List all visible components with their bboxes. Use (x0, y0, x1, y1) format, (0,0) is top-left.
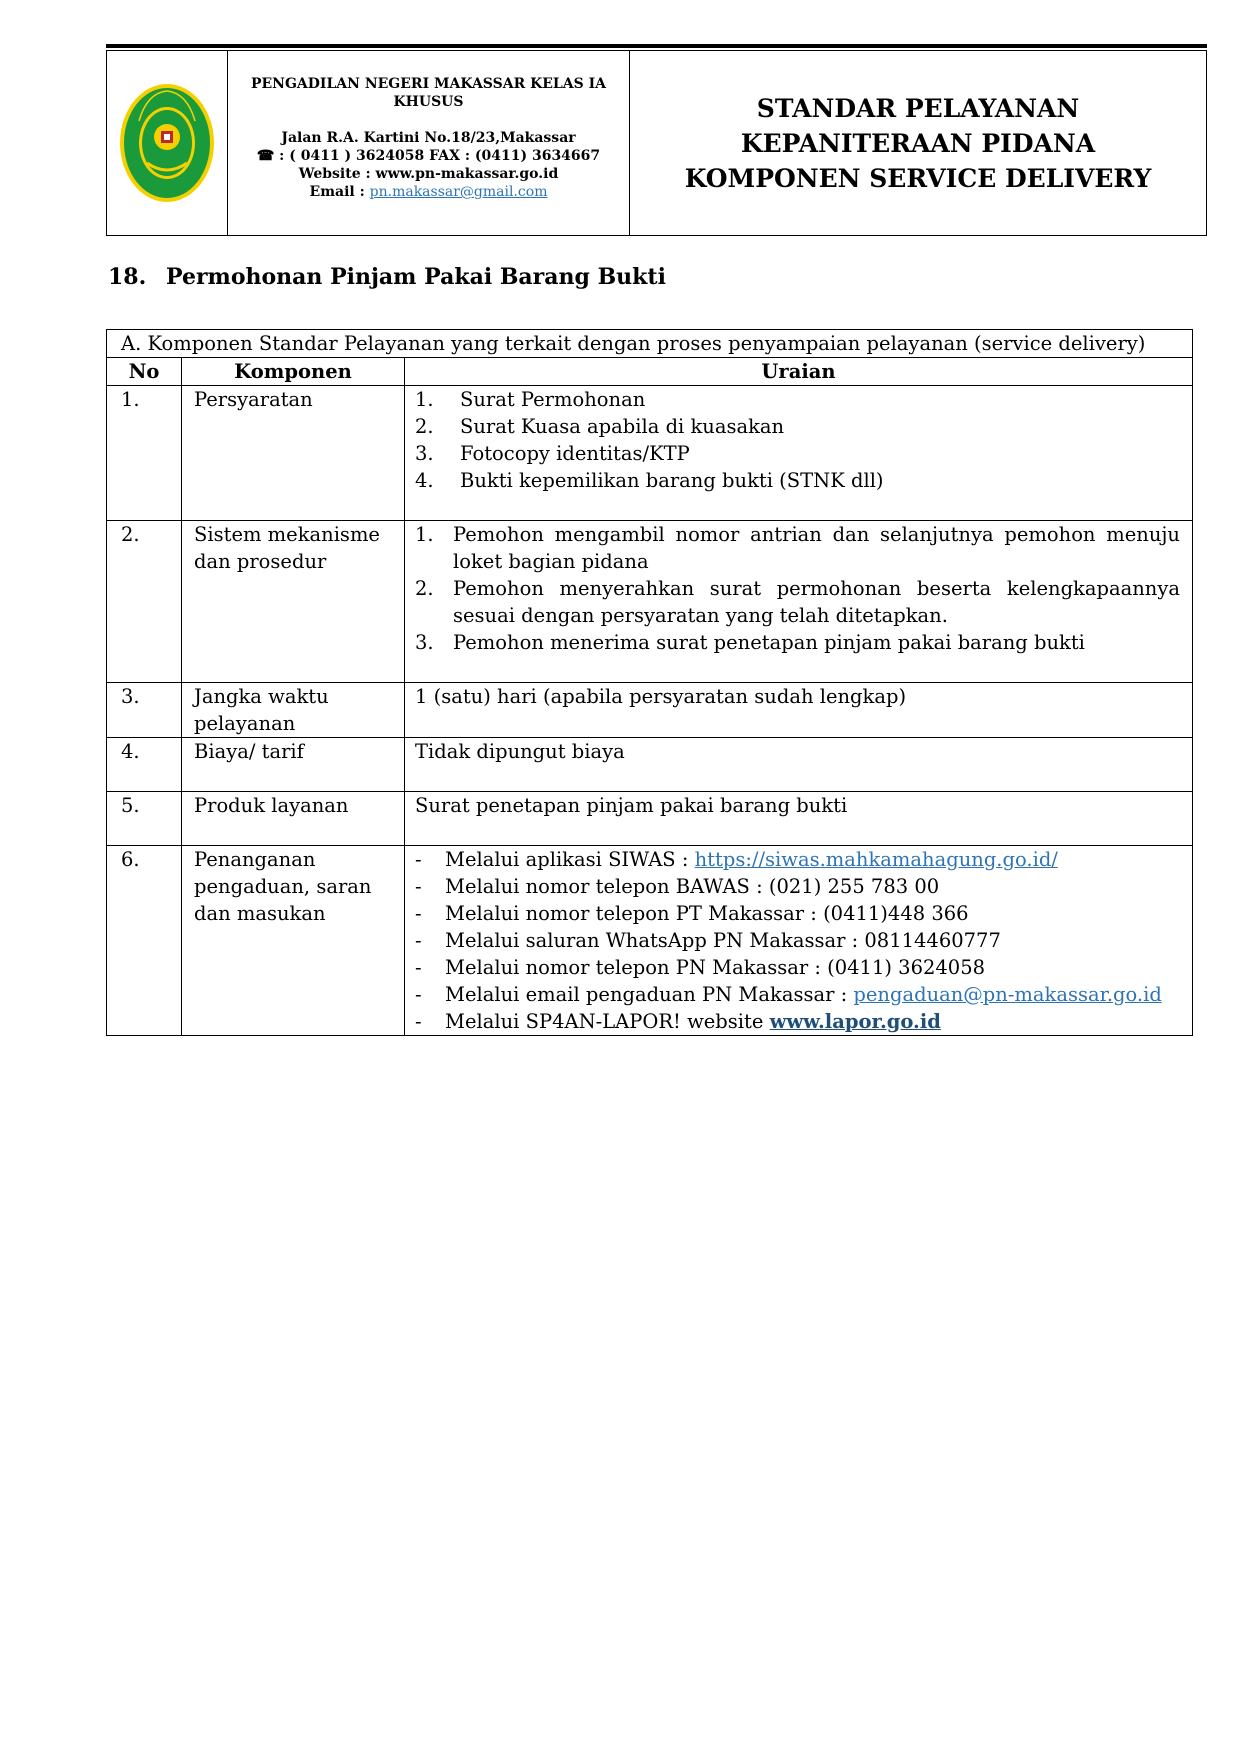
table-header-row (107, 358, 1193, 386)
row-uraian (405, 521, 1193, 683)
row-komponen: Biaya/ tarif (182, 738, 405, 792)
list-item: 3. Fotocopy identitas/KTP (415, 442, 690, 465)
complaint-email-link[interactable]: pengaduan@pn-makassar.go.id (853, 983, 1162, 1006)
institution-address: Jalan R.A. Kartini No.18/23,Makassar (281, 130, 576, 146)
lapor-link[interactable]: www.lapor.go.id (769, 1010, 941, 1033)
row-komponen: Persyaratan (182, 386, 405, 521)
row-no: 2. (107, 521, 182, 683)
list-item: - Melalui aplikasi SIWAS : https://siwas.mahkamahagung.go.id/ (415, 848, 1058, 871)
row-no: 6. (107, 846, 182, 1036)
row-no: 1. (107, 386, 182, 521)
table-row (107, 386, 1193, 521)
list-item: - Melalui nomor telepon BAWAS : (021) 255 783 00 (415, 875, 940, 898)
list-item: - Melalui SP4AN-LAPOR! website www.lapor.go.id (415, 1010, 941, 1033)
table-row (107, 683, 1193, 738)
row-uraian (405, 386, 1193, 521)
row-uraian: Surat penetapan pinjam pakai barang bukti (405, 792, 1193, 846)
institution-website: Website : www.pn-makassar.go.id (298, 166, 559, 182)
section-heading (108, 264, 666, 290)
row-no: 4. (107, 738, 182, 792)
title-line2: KEPANITERAAN PIDANA (740, 128, 1096, 158)
list-item: 2. Surat Kuasa apabila di kuasakan (415, 415, 785, 438)
header-top-rule (106, 44, 1207, 48)
title-line3: KOMPONEN SERVICE DELIVERY (684, 163, 1152, 193)
document-title (630, 51, 1206, 235)
row-uraian (405, 846, 1193, 1036)
institution-name-line2: KHUSUS (393, 94, 464, 110)
row-no: 3. (107, 683, 182, 738)
section-number: 18. (108, 264, 147, 290)
list-item: 2. Pemohon menyerahkan surat permohonan beserta kelengkapaannya sesuai dengan persyaratan yang telah ditetapkan. (415, 577, 1180, 627)
siwas-link[interactable]: https://siwas.mahkamahagung.go.id/ (694, 848, 1058, 871)
list-item: 1. Surat Permohonan (415, 388, 646, 411)
table-row (107, 521, 1193, 683)
list-item: - Melalui email pengaduan PN Makassar : pengaduan@pn-makassar.go.id (415, 983, 1162, 1006)
email-link[interactable]: pn.makassar@gmail.com (369, 184, 548, 200)
letterhead (106, 50, 1207, 236)
list-item: - Melalui nomor telepon PN Makassar : (0411) 3624058 (415, 956, 986, 979)
institution-name-line1: PENGADILAN NEGERI MAKASSAR KELAS IA (250, 76, 607, 92)
table-row (107, 846, 1193, 1036)
table-row (107, 792, 1193, 846)
row-no: 5. (107, 792, 182, 846)
institution-phone: ☎ : ( 0411 ) 3624058 FAX : (0411) 3634667 (256, 148, 601, 164)
header-uraian: Uraian (405, 358, 1193, 386)
list-item: 1. Pemohon mengambil nomor antrian dan selanjutnya pemohon menuju loket bagian pidana (415, 523, 1180, 573)
service-standard-table (106, 329, 1193, 1036)
court-logo (107, 51, 228, 235)
phone-icon: ☎ (256, 148, 275, 164)
table-row (107, 738, 1193, 792)
list-item: 4. Bukti kepemilikan barang bukti (STNK dll) (415, 469, 884, 492)
row-komponen: Sistem mekanisme dan prosedur (182, 521, 405, 683)
list-item: 3. Pemohon menerima surat penetapan pinjam pakai barang bukti (415, 631, 1085, 654)
title-line1: STANDAR PELAYANAN (756, 93, 1080, 123)
row-komponen: Produk layanan (182, 792, 405, 846)
row-uraian: 1 (satu) hari (apabila persyaratan sudah lengkap) (405, 683, 1193, 738)
row-komponen: Penanganan pengaduan, saran dan masukan (182, 846, 405, 1036)
institution-info (228, 51, 630, 235)
row-uraian: Tidak dipungut biaya (405, 738, 1193, 792)
institution-email: Email : pn.makassar@gmail.com (309, 184, 548, 200)
list-item: - Melalui nomor telepon PT Makassar : (0411)448 366 (415, 902, 969, 925)
header-komponen: Komponen (182, 358, 405, 386)
section-title: Permohonan Pinjam Pakai Barang Bukti (166, 264, 666, 290)
court-emblem-icon (117, 81, 217, 205)
row-komponen: Jangka waktu pelayanan (182, 683, 405, 738)
list-item: - Melalui saluran WhatsApp PN Makassar : 08114460777 (415, 929, 1001, 952)
table-caption: A. Komponen Standar Pelayanan yang terkait dengan proses penyampaian pelayanan (service delivery) (107, 330, 1193, 358)
header-no: No (107, 358, 182, 386)
